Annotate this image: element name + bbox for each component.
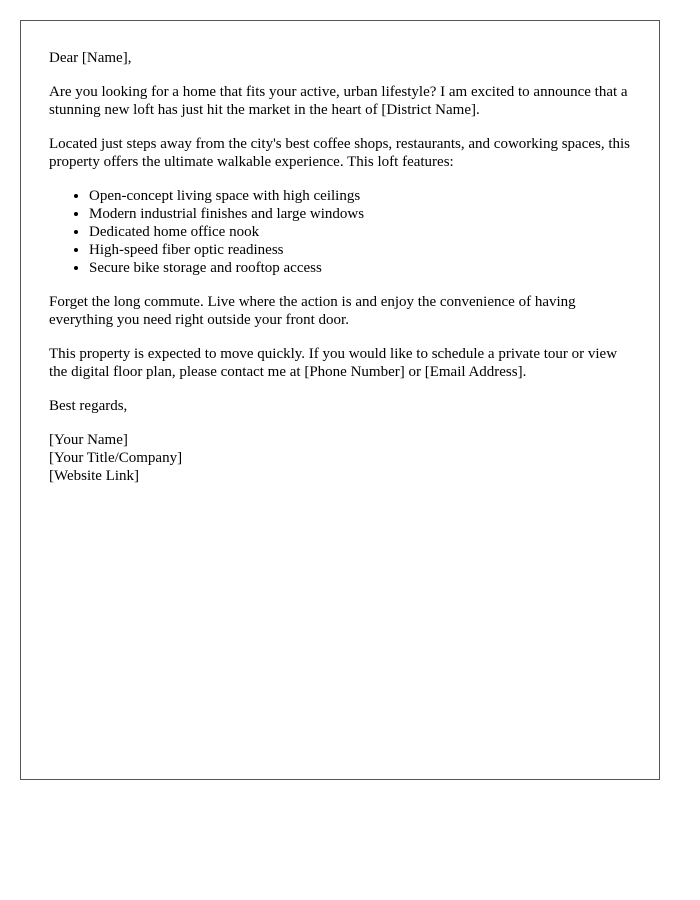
sign-off: Best regards,: [49, 398, 128, 414]
feature-item: • Secure bike storage and rooftop access: [89, 259, 631, 277]
closing-paragraph: This property is expected to move quickly. If you would like to schedule a private tour or view the digital floor plan, please contact me at [Phone Number] or [Email Address].: [49, 346, 618, 380]
features-list: [49, 187, 631, 277]
feature-item: • Modern industrial finishes and large windows: [89, 205, 631, 223]
feature-item: • Dedicated home office nook: [89, 223, 631, 241]
feature-item: • Open-concept living space with high ceilings: [89, 187, 631, 205]
commute-paragraph: Forget the long commute. Live where the action is and enjoy the convenience of having everything you need right outside your front door.: [49, 294, 576, 328]
signature-name: [Your Name]: [49, 432, 128, 448]
letter-greeting: Dear [Name],: [49, 50, 132, 66]
letter-document: [20, 20, 660, 780]
feature-item: • High-speed fiber optic readiness: [89, 241, 631, 259]
signature-website: [Website Link]: [49, 468, 140, 484]
signature-block: [49, 431, 631, 485]
location-paragraph: Located just steps away from the city's best coffee shops, restaurants, and coworking spaces, this property offers the ultimate walkable experience. This loft features:: [49, 136, 631, 170]
intro-paragraph: Are you looking for a home that fits your active, urban lifestyle? I am excited to announce that a stunning new loft has just hit the market in the heart of [District Name].: [49, 84, 628, 118]
signature-title-company: [Your Title/Company]: [49, 450, 183, 466]
